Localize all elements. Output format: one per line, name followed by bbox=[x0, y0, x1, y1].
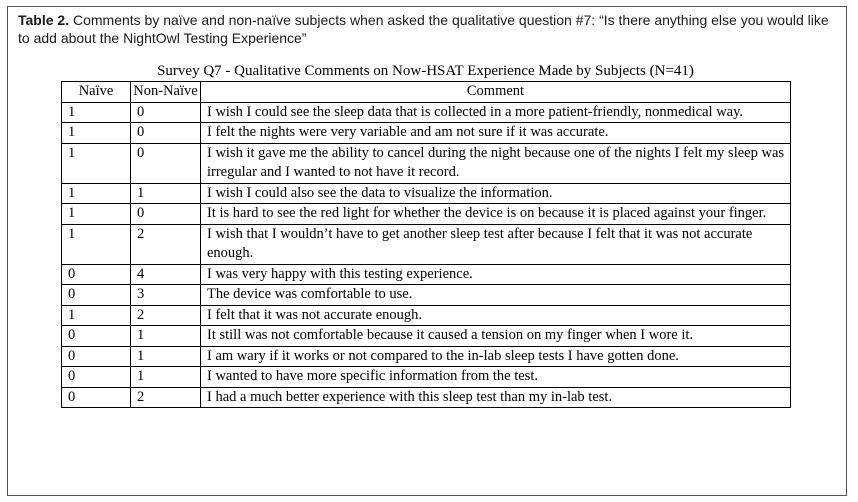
table-row bbox=[62, 143, 791, 183]
cell-naive: 1 bbox=[62, 102, 131, 123]
cell-non-naive: 0 bbox=[131, 102, 201, 123]
cell-naive: 1 bbox=[62, 305, 131, 326]
caption-label: Table 2. bbox=[18, 12, 70, 28]
cell-non-naive: 2 bbox=[131, 224, 201, 264]
cell-naive: 0 bbox=[62, 285, 131, 306]
table-row bbox=[62, 387, 791, 408]
table-row bbox=[62, 367, 791, 388]
header-naive: Naïve bbox=[62, 82, 131, 103]
cell-naive: 0 bbox=[62, 326, 131, 347]
cell-non-naive: 0 bbox=[131, 143, 201, 183]
table-row bbox=[62, 183, 791, 204]
cell-comment: I had a much better experience with this sleep test than my in-lab test. bbox=[201, 387, 791, 408]
cell-non-naive: 1 bbox=[131, 326, 201, 347]
cell-naive: 0 bbox=[62, 367, 131, 388]
cell-comment: I wish that I wouldn’t have to get another sleep test after because I felt that it was not accurate enough. bbox=[201, 224, 791, 264]
table-row bbox=[62, 326, 791, 347]
cell-comment: It is hard to see the red light for whether the device is on because it is placed against your finger. bbox=[201, 204, 791, 225]
table-row bbox=[62, 123, 791, 144]
cell-comment: I was very happy with this testing experience. bbox=[201, 264, 791, 285]
cell-comment: The device was comfortable to use. bbox=[201, 285, 791, 306]
cell-naive: 1 bbox=[62, 204, 131, 225]
cell-non-naive: 1 bbox=[131, 367, 201, 388]
cell-non-naive: 4 bbox=[131, 264, 201, 285]
cell-non-naive: 0 bbox=[131, 123, 201, 144]
table-row bbox=[62, 285, 791, 306]
cell-naive: 1 bbox=[62, 224, 131, 264]
cell-comment: I am wary if it works or not compared to the in-lab sleep tests I have gotten done. bbox=[201, 346, 791, 367]
cell-comment: I felt the nights were very variable and am not sure if it was accurate. bbox=[201, 123, 791, 144]
table-title: Survey Q7 - Qualitative Comments on Now-HSAT Experience Made by Subjects (N=41) bbox=[157, 63, 694, 79]
cell-non-naive: 1 bbox=[131, 346, 201, 367]
cell-non-naive: 2 bbox=[131, 305, 201, 326]
header-non-naive: Non-Naïve bbox=[131, 82, 201, 103]
cell-non-naive: 0 bbox=[131, 204, 201, 225]
table-row bbox=[62, 264, 791, 285]
cell-comment: I wanted to have more specific information from the test. bbox=[201, 367, 791, 388]
cell-non-naive: 3 bbox=[131, 285, 201, 306]
cell-comment: I felt that it was not accurate enough. bbox=[201, 305, 791, 326]
survey-comments-table bbox=[61, 81, 791, 408]
cell-non-naive: 1 bbox=[131, 183, 201, 204]
cell-naive: 0 bbox=[62, 264, 131, 285]
cell-naive: 1 bbox=[62, 143, 131, 183]
cell-comment: I wish it gave me the ability to cancel during the night because one of the nights I felt my sleep was irregular and I wanted to not have it record. bbox=[201, 143, 791, 183]
table-row bbox=[62, 224, 791, 264]
table-row bbox=[62, 204, 791, 225]
table-body bbox=[62, 102, 791, 408]
header-row bbox=[62, 82, 791, 103]
caption-text: Comments by naïve and non-naïve subjects when asked the qualitative question #7: “Is there anything else you would like to add about the NightOwl Testing Experience” bbox=[18, 12, 829, 46]
cell-comment: It still was not comfortable because it caused a tension on my finger when I wore it. bbox=[201, 326, 791, 347]
cell-naive: 0 bbox=[62, 346, 131, 367]
cell-comment: I wish I could also see the data to visualize the information. bbox=[201, 183, 791, 204]
cell-naive: 1 bbox=[62, 123, 131, 144]
cell-naive: 0 bbox=[62, 387, 131, 408]
header-comment: Comment bbox=[201, 82, 791, 103]
cell-comment: I wish I could see the sleep data that is collected in a more patient-friendly, nonmedical way. bbox=[201, 102, 791, 123]
table-row bbox=[62, 346, 791, 367]
cell-non-naive: 2 bbox=[131, 387, 201, 408]
table-row bbox=[62, 305, 791, 326]
table-row bbox=[62, 102, 791, 123]
table-caption bbox=[18, 11, 844, 47]
cell-naive: 1 bbox=[62, 183, 131, 204]
